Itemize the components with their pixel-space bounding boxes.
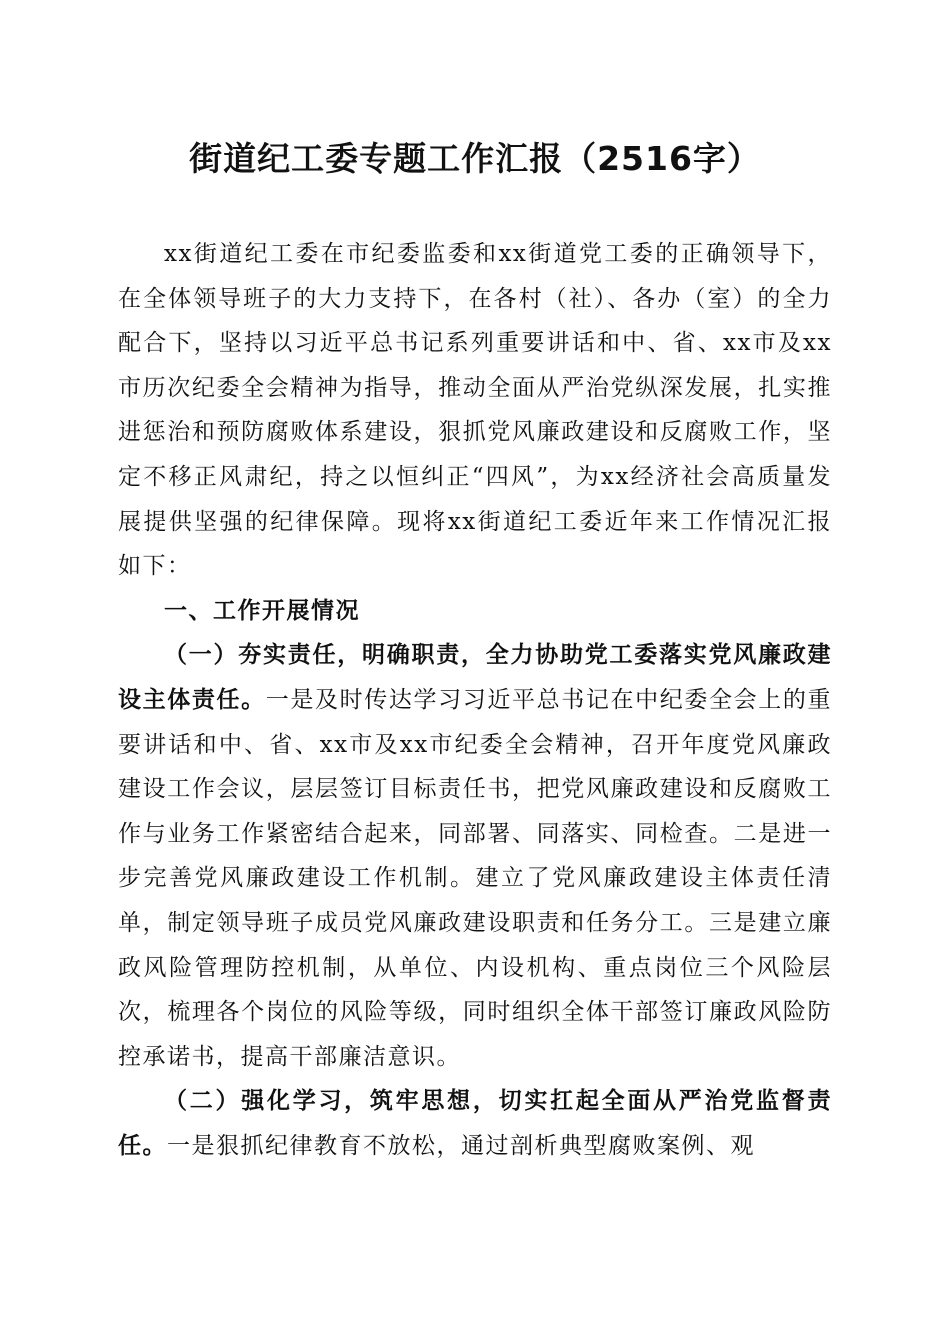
item-body-responsibility: 一是及时传达学习习近平总书记在中纪委全会上的重要讲话和中、省、xx市及xx市纪委全会精神，召开年度党风廉政建设工作会议，层层签订目标责任书，把党风廉政建设和反腐败工作与业务工作紧密结合起来，同部署、同落实、同检查。二是进一步完善党风廉政建设工作机制。建立了党风廉政建设主体责任清单，制定领导班子成员党风廉政建设职责和任务分工。三是建立廉政风险管理防控机制，从单位、内设机构、重点岗位三个风险层次，梳理各个岗位的风险等级，同时组织全体干部签订廉政风险防控承诺书，提高干部廉洁意识。 <box>118 686 832 1070</box>
item-heading-responsibility: （一）夯实责任，明确职责，全力协助党工委落实党风廉政建设主体责任。 <box>118 641 832 713</box>
document-title: 街道纪工委专题工作汇报（2516字） <box>189 139 761 178</box>
document-body <box>118 232 832 1168</box>
item-body-study: 一是狠抓纪律教育不放松，通过剖析典型腐败案例、观 <box>167 1132 755 1159</box>
item-paragraph-responsibility <box>118 633 832 1079</box>
intro-paragraph: xx街道纪工委在市纪委监委和xx街道党工委的正确领导下，在全体领导班子的大力支持下，在各村（社）、各办（室）的全力配合下，坚持以习近平总书记系列重要讲话和中、省、xx市及xx市历次纪委全会精神为指导，推动全面从严治党纵深发展，扎实推进惩治和预防腐败体系建设，狠抓党风廉政建设和反腐败工作，坚定不移正风肃纪，持之以恒纠正“四风”，为xx经济社会高质量发展提供坚强的纪律保障。现将xx街道纪工委近年来工作情况汇报如下： <box>118 241 832 580</box>
item-heading-study: （二）强化学习，筑牢思想，切实扛起全面从严治党监督责任。 <box>118 1087 832 1159</box>
item-paragraph-study <box>118 1079 832 1168</box>
section-heading-work-progress: 一、工作开展情况 <box>164 597 360 624</box>
